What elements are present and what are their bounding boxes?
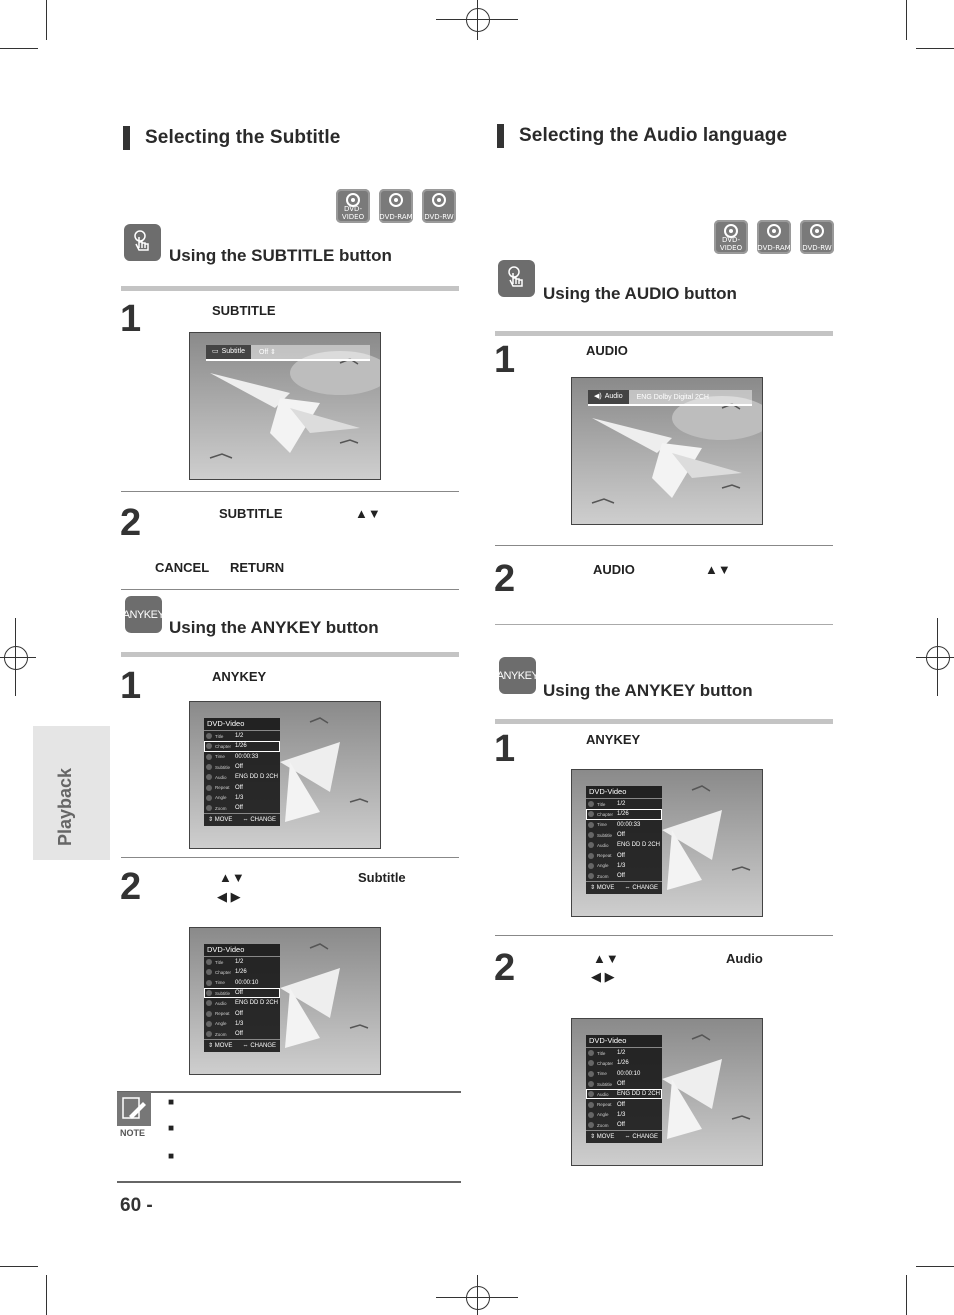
tv-screen [189,927,381,1075]
section-title-audio: Selecting the Audio language [519,125,788,146]
hand-button-icon [498,260,535,297]
tv-screen [571,1018,763,1166]
registration-mark [477,0,478,40]
crop-mark [46,0,47,40]
disc-dvd-rw-icon: DVD-RW [422,189,456,223]
crop-mark [46,1275,47,1315]
note-bullet: ■ [168,1123,175,1134]
hand-button-icon [124,224,161,261]
registration-mark [0,657,36,658]
note-bullet: ■ [168,1097,175,1108]
divider [121,652,459,657]
step-keyword: SUBTITLE [219,506,283,521]
note-bullet: ■ [168,1151,175,1162]
disc-dvd-ram-icon: DVD-RAM [379,189,413,223]
disc-dvd-video-icon: DVD-VIDEO [714,220,748,254]
divider [495,624,833,625]
tv-screen [571,377,763,525]
section-bar [123,126,130,150]
method-title: Using the SUBTITLE button [169,246,392,265]
registration-mark [926,646,950,670]
step-number: 1 [120,298,142,340]
anykey-icon: ANYKEY [125,596,162,633]
step-number: 1 [494,339,516,381]
side-tab-label: Playback [55,767,75,846]
method-title: Using the ANYKEY button [169,618,379,637]
registration-mark [15,618,16,696]
registration-mark [477,1275,478,1315]
divider [117,1091,461,1093]
tv-screen [189,332,381,480]
arrows-up-down: ▲▼ [593,951,619,966]
osd-menu: DVD-Video Title 1/2 Chapter 1/26 Time 00:00:33 Subtitle Off Audio ENG DD D 2CH Repeat Off Angle 1/3 Zoom Off ⇕ MOVE ⇔ CHANGE [204,718,280,826]
side-tab [33,726,110,860]
divider [121,286,459,291]
step-number: 2 [120,502,142,544]
divider [495,719,833,724]
osd-subtitle-bar: ▭ Subtitle Off ⇕ [206,345,370,361]
page-number: 60 - [120,1195,153,1216]
step-keyword-cancel: CANCEL [155,560,210,575]
arrows-up-down: ▲▼ [219,870,245,885]
tv-screen [571,769,763,917]
arrows-up-down: ▲▼ [705,562,731,577]
crop-mark [0,1266,38,1267]
disc-dvd-video-icon: DVD-VIDEO [336,189,370,223]
registration-mark [916,657,954,658]
speaker-icon: ◀) [594,393,602,400]
registration-mark [937,618,938,696]
crop-mark [906,0,907,40]
osd-audio-bar: ◀) Audio ENG Dolby Digital 2CH [588,390,752,406]
crop-mark [916,1266,954,1267]
step-number: 2 [120,866,142,908]
step-keyword: ANYKEY [586,732,641,747]
method-title: Using the AUDIO button [543,284,737,303]
osd-menu: DVD-Video Title 1/2 Chapter 1/26 Time 00:00:10 Subtitle Off Audio ENG DD D 2CH Repeat Off Angle 1/3 Zoom Off ⇕ MOVE ⇔ CHANGE [586,1035,662,1143]
crop-mark [0,48,38,49]
step-target: Subtitle [358,870,406,885]
step-number: 1 [120,665,142,707]
tv-screen [189,701,381,849]
crop-mark [916,48,954,49]
divider [117,1181,461,1183]
osd-menu: DVD-Video Title 1/2 Chapter 1/26 Time 00:00:33 Subtitle Off Audio ENG DD D 2CH Repeat Off Angle 1/3 Zoom Off ⇕ MOVE ⇔ CHANGE [586,786,662,894]
registration-mark [4,646,28,670]
step-keyword: SUBTITLE [212,303,276,318]
crop-mark [906,1275,907,1315]
step-number: 1 [494,728,516,770]
step-number: 2 [494,947,516,989]
step-keyword: AUDIO [586,343,628,358]
step-number: 2 [494,558,516,600]
osd-menu: DVD-Video Title 1/2 Chapter 1/26 Time 00:00:10 Subtitle Off Audio ENG DD D 2CH Repeat Off Angle 1/3 Zoom Off ⇕ MOVE ⇔ CHANGE [204,944,280,1052]
divider [121,857,459,858]
step-keyword: AUDIO [593,562,635,577]
disc-dvd-ram-icon: DVD-RAM [757,220,791,254]
step-target: Audio [726,951,763,966]
note-label: NOTE [120,1128,146,1138]
registration-mark [466,8,490,32]
arrows-left-right: ◀ ▶ [591,969,615,984]
divider [495,545,833,546]
method-title: Using the ANYKEY button [543,681,753,700]
section-bar [497,124,504,148]
disc-dvd-rw-icon: DVD-RW [800,220,834,254]
arrows-up-down: ▲▼ [355,506,381,521]
arrows-left-right: ◀ ▶ [217,889,241,904]
divider [495,331,833,336]
divider [121,491,459,492]
divider [121,589,459,590]
section-title-subtitle: Selecting the Subtitle [145,127,341,148]
step-keyword-return: RETURN [230,560,285,575]
anykey-icon: ANYKEY [499,657,536,694]
subtitle-icon: ▭ [212,348,219,355]
divider [495,935,833,936]
note-pencil-icon [117,1092,151,1126]
step-keyword: ANYKEY [212,669,267,684]
registration-mark [466,1286,490,1310]
